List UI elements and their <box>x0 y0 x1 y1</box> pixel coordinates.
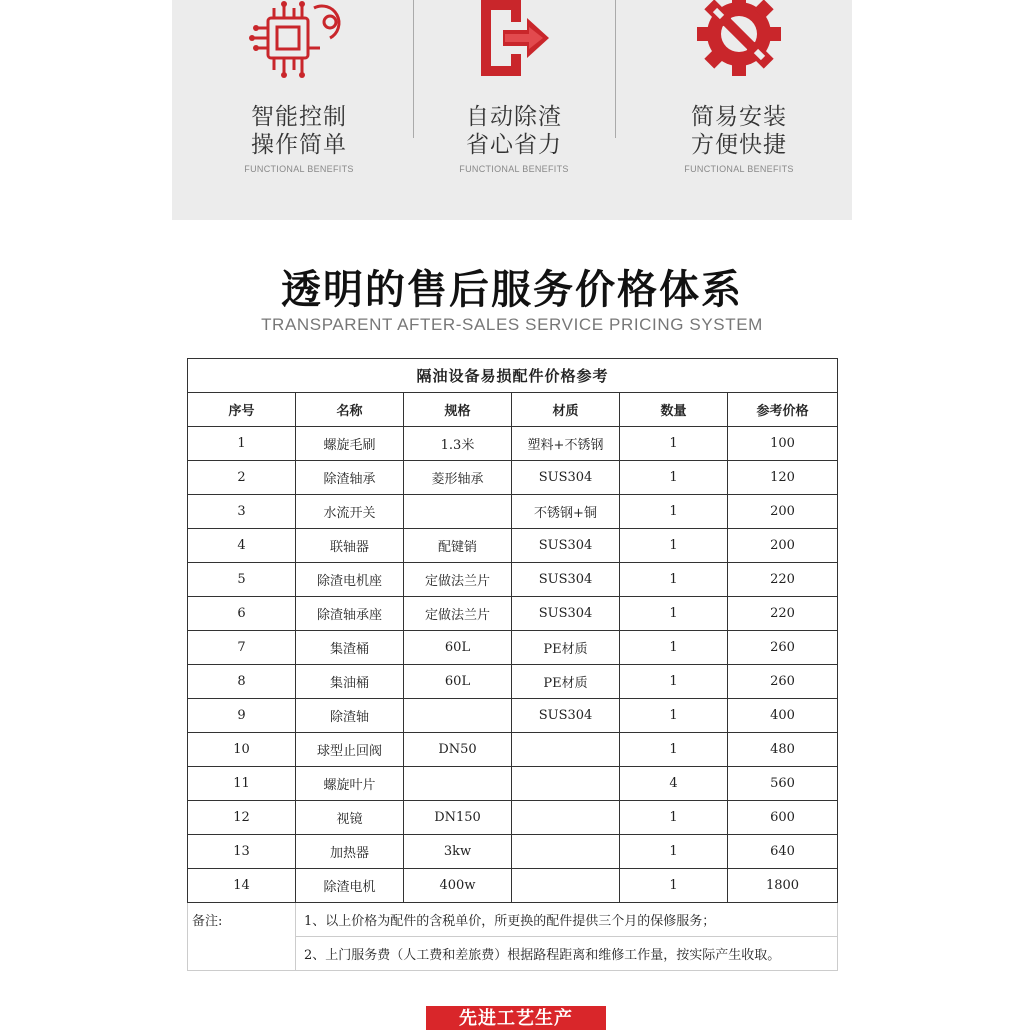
table-cell: 13 <box>188 835 296 869</box>
table-row <box>188 869 838 903</box>
table-cell: 1 <box>620 869 728 903</box>
table-cell: 4 <box>620 767 728 801</box>
table-cell: 11 <box>188 767 296 801</box>
table-cell: 除渣轴承 <box>296 461 404 495</box>
table-cell: 1 <box>188 427 296 461</box>
table-header-cell: 名称 <box>296 393 404 427</box>
table-cell: 1 <box>620 529 728 563</box>
table-cell: 1.3米 <box>404 427 512 461</box>
table-cell: 5 <box>188 563 296 597</box>
benefit-en: FUNCTIONAL BENEFITS <box>459 164 569 174</box>
table-cell: 2 <box>188 461 296 495</box>
table-cell: 640 <box>728 835 838 869</box>
table-cell <box>512 801 620 835</box>
table-cell: SUS304 <box>512 597 620 631</box>
table-row <box>188 801 838 835</box>
benefit-en: FUNCTIONAL BENEFITS <box>684 164 794 174</box>
section-title: 透明的售后服务价格体系 <box>281 267 743 313</box>
table-cell: 1800 <box>728 869 838 903</box>
table-row <box>188 835 838 869</box>
table-cell: 480 <box>728 733 838 767</box>
table-header-cell: 数量 <box>620 393 728 427</box>
table-cell: 3kw <box>404 835 512 869</box>
table-cell: 1 <box>620 597 728 631</box>
wrench-gear-icon <box>684 0 794 82</box>
table-cell: 9 <box>188 699 296 733</box>
table-cell: 260 <box>728 631 838 665</box>
price-table <box>187 358 838 971</box>
benefit-line1: 简易安装 <box>691 104 787 130</box>
benefit-smart-control <box>199 0 399 220</box>
table-cell: 60L <box>404 665 512 699</box>
divider <box>615 0 616 138</box>
table-cell: SUS304 <box>512 699 620 733</box>
export-arrow-icon <box>459 0 569 82</box>
table-cell: SUS304 <box>512 529 620 563</box>
table-cell: 视镜 <box>296 801 404 835</box>
table-cell: 1 <box>620 461 728 495</box>
table-cell: 14 <box>188 869 296 903</box>
table-cell: 1 <box>620 801 728 835</box>
table-cell: 螺旋叶片 <box>296 767 404 801</box>
table-row <box>188 563 838 597</box>
table-cell <box>404 495 512 529</box>
table-note-row <box>188 903 838 937</box>
table-cell: 1 <box>620 631 728 665</box>
table-cell: 7 <box>188 631 296 665</box>
table-row <box>188 529 838 563</box>
table-cell: 球型止回阀 <box>296 733 404 767</box>
note-label: 备注: <box>188 903 296 937</box>
table-row <box>188 495 838 529</box>
benefits-band <box>172 0 852 220</box>
table-cell: SUS304 <box>512 563 620 597</box>
table-cell: DN50 <box>404 733 512 767</box>
table-cell: 120 <box>728 461 838 495</box>
note-text: 1、以上价格为配件的含税单价，所更换的配件提供三个月的保修服务； <box>296 903 838 937</box>
table-row <box>188 597 838 631</box>
table-row <box>188 699 838 733</box>
table-row <box>188 461 838 495</box>
table-cell: 螺旋毛刷 <box>296 427 404 461</box>
table-cell: 10 <box>188 733 296 767</box>
table-cell: 8 <box>188 665 296 699</box>
table-row <box>188 427 838 461</box>
table-cell <box>404 767 512 801</box>
table-cell: 400w <box>404 869 512 903</box>
section-subtitle: TRANSPARENT AFTER-SALES SERVICE PRICING SYSTEM <box>261 315 763 334</box>
table-cell <box>512 733 620 767</box>
table-header-cell: 材质 <box>512 393 620 427</box>
table-cell: 定做法兰片 <box>404 597 512 631</box>
table-cell: PE材质 <box>512 631 620 665</box>
table-cell: 400 <box>728 699 838 733</box>
table-cell: 除渣电机 <box>296 869 404 903</box>
benefit-en: FUNCTIONAL BENEFITS <box>244 164 354 174</box>
table-cell: 100 <box>728 427 838 461</box>
table-header-cell: 参考价格 <box>728 393 838 427</box>
table-cell <box>512 869 620 903</box>
table-cell: 1 <box>620 495 728 529</box>
table-row <box>188 665 838 699</box>
table-cell: 4 <box>188 529 296 563</box>
table-cell: 220 <box>728 597 838 631</box>
table-row <box>188 631 838 665</box>
table-header-row <box>188 393 838 427</box>
chip-gear-icon <box>244 0 354 82</box>
table-cell: 定做法兰片 <box>404 563 512 597</box>
table-cell: 集渣桶 <box>296 631 404 665</box>
table-cell: 560 <box>728 767 838 801</box>
table-cell: 除渣轴 <box>296 699 404 733</box>
table-cell: 260 <box>728 665 838 699</box>
benefit-line2: 操作简单 <box>251 132 347 158</box>
table-cell: 1 <box>620 733 728 767</box>
table-row <box>188 767 838 801</box>
table-cell: 水流开关 <box>296 495 404 529</box>
table-cell <box>404 699 512 733</box>
table-header-cell: 规格 <box>404 393 512 427</box>
table-cell: 加热器 <box>296 835 404 869</box>
table-cell: 60L <box>404 631 512 665</box>
table-cell: 200 <box>728 495 838 529</box>
table-cell: 除渣轴承座 <box>296 597 404 631</box>
table-row <box>188 733 838 767</box>
table-cell: 1 <box>620 563 728 597</box>
benefit-line1: 智能控制 <box>251 104 347 130</box>
section-banner: 先进工艺生产 <box>426 1006 606 1030</box>
table-cell: 1 <box>620 835 728 869</box>
table-cell: 200 <box>728 529 838 563</box>
benefit-line2: 省心省力 <box>466 132 562 158</box>
table-cell <box>512 835 620 869</box>
table-caption: 隔油设备易损配件价格参考 <box>188 359 838 393</box>
table-note-row <box>188 937 838 971</box>
table-cell: 联轴器 <box>296 529 404 563</box>
benefit-easy-install <box>639 0 839 220</box>
table-cell: 不锈钢+铜 <box>512 495 620 529</box>
table-cell: 220 <box>728 563 838 597</box>
table-cell: 1 <box>620 699 728 733</box>
table-cell: 配键销 <box>404 529 512 563</box>
table-cell: 1 <box>620 427 728 461</box>
table-cell <box>512 767 620 801</box>
note-text: 2、上门服务费（人工费和差旅费）根据路程距离和维修工作量，按实际产生收取。 <box>296 937 838 971</box>
table-cell: 12 <box>188 801 296 835</box>
note-label <box>188 937 296 971</box>
benefit-line2: 方便快捷 <box>691 132 787 158</box>
table-cell: 集油桶 <box>296 665 404 699</box>
table-cell: SUS304 <box>512 461 620 495</box>
table-cell: PE材质 <box>512 665 620 699</box>
table-cell: DN150 <box>404 801 512 835</box>
table-cell: 3 <box>188 495 296 529</box>
table-cell: 菱形轴承 <box>404 461 512 495</box>
table-cell: 塑料+不锈钢 <box>512 427 620 461</box>
table-cell: 除渣电机座 <box>296 563 404 597</box>
benefit-auto-deslag <box>414 0 614 220</box>
table-cell: 6 <box>188 597 296 631</box>
table-cell: 600 <box>728 801 838 835</box>
benefit-line1: 自动除渣 <box>466 104 562 130</box>
table-header-cell: 序号 <box>188 393 296 427</box>
table-cell: 1 <box>620 665 728 699</box>
